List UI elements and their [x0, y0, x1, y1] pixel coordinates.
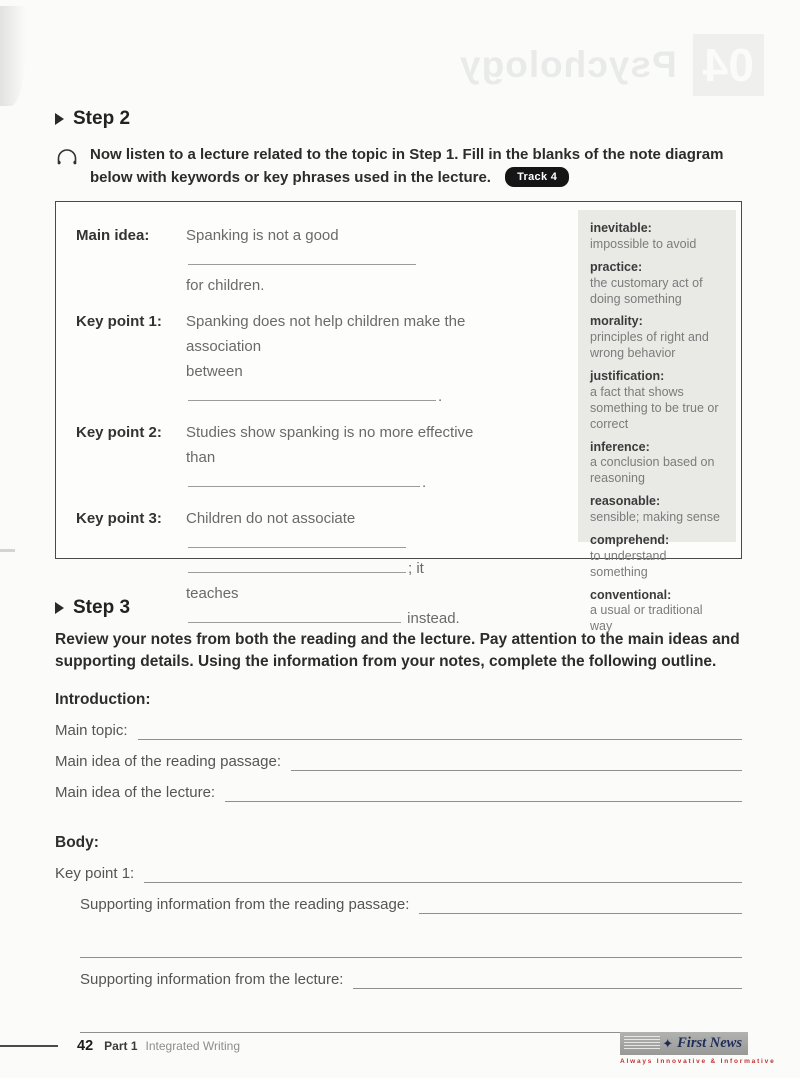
step2-instruction-block [55, 144, 742, 189]
field-label: Supporting information from the reading passage: [80, 895, 410, 913]
note-text: Studies show spanking is no more effective than [186, 424, 474, 466]
vocab-definition: principles of right and wrong behavior [590, 330, 709, 361]
write-in-line [138, 723, 742, 740]
field-label: Supporting information from the lecture: [80, 970, 344, 988]
outline-field-reading-main-idea [55, 753, 742, 771]
note-row-key-point-3 [76, 506, 476, 631]
scan-edge-shadow [0, 6, 26, 106]
note-text: ; it teaches [186, 560, 424, 602]
scan-artifact-dash [0, 549, 15, 552]
fill-in-blank [188, 609, 401, 623]
vocab-definition: a fact that shows something to be true or correct [590, 384, 719, 431]
vocab-entry [590, 588, 724, 636]
step2-instruction-text [90, 144, 742, 189]
write-in-line [144, 866, 742, 883]
page-showthrough [459, 34, 764, 96]
field-label: Key point 1: [55, 864, 135, 882]
showthrough-unit-number: 04 [693, 34, 764, 96]
footer-part-label: Part 1 [104, 1039, 138, 1053]
step3-heading-label: Step 3 [73, 597, 131, 618]
step3-instruction-text: Review your notes from both the reading and the lecture. Pay attention to the main ideas and supporting details. Using the information from your notes, complete the following outline. [55, 631, 740, 671]
vocab-definition: sensible; making sense [590, 510, 720, 524]
note-label: Key point 2: [76, 424, 162, 441]
write-in-line [291, 754, 742, 771]
field-label: Main idea of the reading passage: [55, 752, 281, 770]
logo-star-icon: ✦ [662, 1036, 674, 1051]
vocab-term: reasonable: [590, 494, 661, 509]
note-row-key-point-2 [76, 420, 476, 495]
note-label: Key point 1: [76, 313, 162, 330]
note-text: Spanking is not a good [186, 227, 339, 244]
note-text: Spanking does not help children make the association [186, 313, 466, 355]
vocab-term: comprehend: [590, 532, 670, 547]
write-in-line [225, 785, 742, 802]
vocab-entry [590, 221, 724, 253]
vocab-term: inference: [590, 439, 650, 454]
footer-section-label: Integrated Writing [145, 1039, 240, 1053]
vocab-definition: a usual or traditional way [590, 603, 703, 634]
vocab-term: conventional: [590, 587, 672, 602]
page-number: 42 [77, 1038, 94, 1054]
write-in-line [80, 941, 742, 958]
vocab-entry [590, 260, 724, 308]
note-text: between [186, 363, 243, 380]
step2-heading [55, 108, 742, 130]
showthrough-unit-title: Psychology [459, 44, 677, 85]
field-label: Main topic: [55, 721, 128, 739]
publisher-logo-bar [620, 1032, 748, 1055]
publisher-tagline: Always Innovative & Informative [620, 1058, 776, 1065]
publisher-brand-name: First News [677, 1035, 742, 1051]
vocab-entry [590, 440, 724, 488]
logo-stripes-graphic [624, 1036, 660, 1051]
vocab-term: justification: [590, 369, 665, 383]
outline-field-lecture-main-idea [55, 784, 742, 802]
vocab-entry [590, 494, 724, 526]
fill-in-blank [188, 534, 406, 548]
vocabulary-sidebar [578, 210, 736, 634]
continuation-line [80, 941, 742, 958]
step2-instruction-copy: Now listen to a lecture related to the topic in Step 1. Fill in the blanks of the note diagram below with keywords or key phrases used in the lecture. [90, 146, 724, 186]
triangle-bullet-icon [55, 602, 64, 614]
note-text: Children do not associate [186, 510, 356, 527]
fill-in-blank [188, 387, 436, 401]
vocab-term: morality: [590, 314, 643, 329]
fill-in-blank [188, 559, 406, 573]
vocab-term: inevitable: [590, 221, 652, 235]
write-in-line [353, 972, 742, 989]
note-text: for children. [186, 277, 265, 294]
field-label: Main idea of the lecture: [55, 783, 216, 801]
publisher-logo [620, 1032, 776, 1065]
track-badge: Track 4 [505, 167, 569, 188]
vocab-entry [590, 369, 724, 433]
note-rows [76, 223, 476, 631]
fill-in-blank [188, 251, 416, 265]
outline-field-main-topic [55, 722, 742, 740]
note-text: instead. [407, 610, 460, 627]
headphones-icon [55, 144, 79, 189]
vocab-definition: to understand something [590, 548, 667, 579]
step3-section [55, 597, 742, 1033]
vocab-entry [590, 533, 724, 581]
triangle-bullet-icon [55, 113, 64, 125]
note-label: Key point 3: [76, 510, 162, 527]
continuation-line [80, 1016, 742, 1033]
outline-field-key-point-1 [55, 865, 742, 883]
fill-in-blank [188, 473, 420, 487]
outline-field-supporting-reading [80, 896, 742, 914]
outline-field-supporting-lecture [80, 971, 742, 989]
note-row-key-point-1 [76, 309, 476, 409]
footer-rule [0, 1045, 58, 1047]
note-label: Main idea: [76, 227, 150, 244]
note-text: . [438, 388, 443, 405]
page-footer [0, 1038, 240, 1054]
vocab-term: practice: [590, 259, 643, 274]
note-row-main-idea [76, 223, 476, 298]
introduction-label: Introduction: [55, 690, 151, 708]
vocab-definition: the customary act of doing something [590, 275, 703, 306]
body-label: Body: [55, 833, 99, 851]
write-in-line [419, 897, 742, 914]
write-in-line [80, 1016, 742, 1033]
page-content [55, 108, 742, 1033]
note-text: . [422, 474, 427, 491]
step2-heading-label: Step 2 [73, 108, 131, 129]
vocab-entry [590, 314, 724, 362]
vocab-definition: a conclusion based on reasoning [590, 455, 715, 486]
vocab-definition: impossible to avoid [590, 236, 697, 251]
